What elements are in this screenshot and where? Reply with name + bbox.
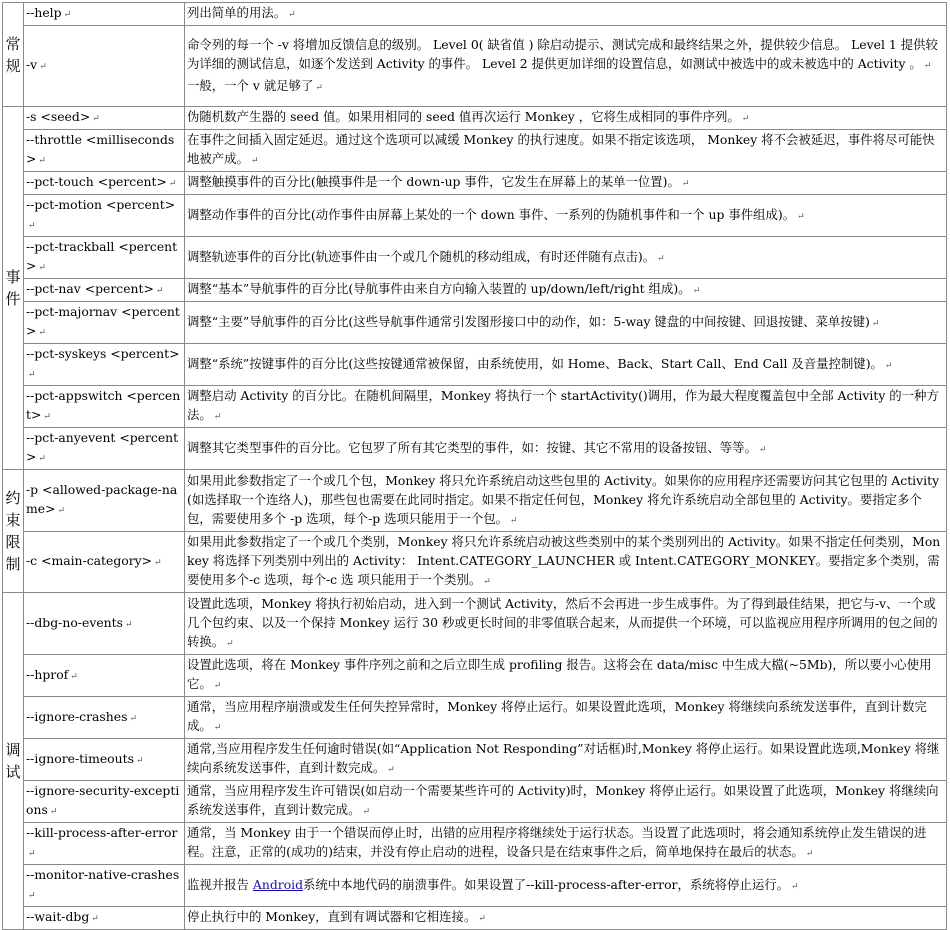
description-cell: 伪随机数产生器的 seed 值。如果用相同的 seed 值再次运行 Monkey ，它将生成相同的事件序列。 ↵ — [185, 107, 947, 130]
description-cell: 监视并报告 Android系统中本地代码的崩溃事件。如果设置了--kill-process-after-error，系统将停止运行。 ↵ — [185, 865, 947, 907]
table-row — [3, 107, 947, 130]
description-cell: 调整启动 Activity 的百分比。在随机间隔里，Monkey 将执行一个 startActivity()调用，作为最大程度覆盖包中全部 Activity 的一种方法。 ↵ — [185, 386, 947, 428]
category-cell: 常规 — [3, 3, 24, 107]
table-row — [3, 279, 947, 302]
option-cell: --dbg-no-events ↵ — [24, 593, 185, 655]
option-cell: -v ↵ — [24, 26, 185, 107]
table-row — [3, 237, 947, 279]
description-cell: 命令列的每一个 -v 将增加反馈信息的级别。 Level 0( 缺省值 ) 除启动提示、测试完成和最终结果之外，提供较少信息。 Level 1 提供较为详细的测试信息，如逐个发送到 Activity 的事件。 Level 2 提供更加详细的设置信息，如测试中被选中的或未被选中的 Activity 。 ↵ 一般，一个 v 就足够了 ↵ — [185, 26, 947, 107]
table-row — [3, 386, 947, 428]
table-row — [3, 172, 947, 195]
description-cell: 设置此选项，Monkey 将执行初始启动，进入到一个测试 Activity，然后不会再进一步生成事件。为了得到最佳结果，把它与-v、一个或几个包约束、以及一个保持 Monkey 运行 30 秒或更长时间的非零值联合起来，从而提供一个环境，可以监视应用程序所调用的包之间的转换。 ↵ — [185, 593, 947, 655]
option-cell: --wait-dbg ↵ — [24, 907, 185, 930]
category-cell: 调试 — [3, 593, 24, 930]
table-row — [3, 593, 947, 655]
option-cell: --monitor-native-crashes↵ — [24, 865, 185, 907]
table-row — [3, 130, 947, 172]
option-cell: -s <seed> ↵ — [24, 107, 185, 130]
description-cell: 设置此选项，将在 Monkey 事件序列之前和之后立即生成 profiling 报告。这将会在 data/misc 中生成大檔(~5Mb)，所以要小心使用它。 ↵ — [185, 655, 947, 697]
table-row — [3, 470, 947, 532]
option-cell: --pct-trackball <percent> ↵ — [24, 237, 185, 279]
option-cell: --ignore-security-exceptions ↵ — [24, 781, 185, 823]
option-cell: --pct-motion <percent>↵ — [24, 195, 185, 237]
description-cell: 如果用此参数指定了一个或几个类别，Monkey 将只允许系统启动被这些类别中的某个类别列出的 Activity。如果不指定任何类别，Monkey 将选择下列类别中列出的 Activity： Intent.CATEGORY_LAUNCHER 或 Intent.CATEGORY_MONKEY。要指定多个类别，需要使用多个-c 选项，每个-c 选 项只能用于一个类别。 ↵ — [185, 532, 947, 593]
description-cell: 调整其它类型事件的百分比。它包罗了所有其它类型的事件，如：按键、其它不常用的设备按钮、等等。 ↵ — [185, 428, 947, 470]
option-cell: -p <allowed-package-name> ↵ — [24, 470, 185, 532]
option-cell: -c <main-category> ↵ — [24, 532, 185, 593]
option-cell: --pct-majornav <percent> ↵ — [24, 302, 185, 344]
table-row — [3, 739, 947, 781]
option-cell: --throttle <milliseconds> ↵ — [24, 130, 185, 172]
table-row — [3, 195, 947, 237]
option-cell: --pct-touch <percent> ↵ — [24, 172, 185, 195]
description-cell: 通常，当应用程序崩溃或发生任何失控异常时，Monkey 将停止运行。如果设置此选项，Monkey 将继续向系统发送事件，直到计数完成。 ↵ — [185, 697, 947, 739]
category-cell: 约束限制 — [3, 470, 24, 593]
description-cell: 调整“基本”导航事件的百分比(导航事件由来自方向输入装置的 up/down/left/right 组成)。 ↵ — [185, 279, 947, 302]
table-row — [3, 3, 947, 26]
option-cell: --pct-appswitch <percent> ↵ — [24, 386, 185, 428]
description-cell: 通常,当应用程序发生任何逾时错误(如“Application Not Responding”对话框)时,Monkey 将停止运行。如果设置此选项,Monkey 将继续向系统发送事件，直到计数完成。 ↵ — [185, 739, 947, 781]
description-cell: 调整“主要”导航事件的百分比(这些导航事件通常引发图形接口中的动作，如：5-way 键盘的中间按键、回退按键、菜单按键) ↵ — [185, 302, 947, 344]
description-cell: 停止执行中的 Monkey，直到有调试器和它相连接。 ↵ — [185, 907, 947, 930]
table-row — [3, 26, 947, 107]
android-link[interactable]: Android — [252, 876, 304, 892]
table-row — [3, 865, 947, 907]
description-cell: 通常，当应用程序发生许可错误(如启动一个需要某些许可的 Activity)时，Monkey 将停止运行。如果设置了此选项，Monkey 将继续向系统发送事件，直到计数完成。 ↵ — [185, 781, 947, 823]
description-cell: 如果用此参数指定了一个或几个包，Monkey 将只允许系统启动这些包里的 Activity。如果你的应用程序还需要访问其它包里的 Activity(如选择取一个连络人)，那些包也需要在此同时指定。如果不指定任何包，Monkey 将允许系统启动全部包里的 Activity。要指定多个包，需要使用多个 -p 选项，每个-p 选项只能用于一个包。 ↵ — [185, 470, 947, 532]
table-row — [3, 697, 947, 739]
option-cell: --kill-process-after-error↵ — [24, 823, 185, 865]
table-row — [3, 532, 947, 593]
option-cell: --help ↵ — [24, 3, 185, 26]
description-cell: 调整“系统”按键事件的百分比(这些按键通常被保留，由系统使用，如 Home、Back、Start Call、End Call 及音量控制键)。 ↵ — [185, 344, 947, 386]
option-cell: --ignore-timeouts ↵ — [24, 739, 185, 781]
description-cell: 调整触摸事件的百分比(触摸事件是一个 down-up 事件，它发生在屏幕上的某单一位置)。 ↵ — [185, 172, 947, 195]
option-cell: --pct-anyevent <percent> ↵ — [24, 428, 185, 470]
table-row — [3, 907, 947, 930]
description-cell: 通常，当 Monkey 由于一个错误而停止时，出错的应用程序将继续处于运行状态。当设置了此选项时，将会通知系统停止发生错误的进程。注意，正常的(成功的)结束，并没有停止启动的进程，设备只是在结束事件之后，简单地保持在最后的状态。 ↵ — [185, 823, 947, 865]
table-row — [3, 823, 947, 865]
description-cell: 列出简单的用法。 ↵ — [185, 3, 947, 26]
monkey-options-document — [2, 2, 946, 930]
option-cell: --hprof ↵ — [24, 655, 185, 697]
table-row — [3, 428, 947, 470]
description-cell: 在事件之间插入固定延迟。通过这个选项可以减缓 Monkey 的执行速度。如果不指定该选项， Monkey 将不会被延迟，事件将尽可能快地被产成。 ↵ — [185, 130, 947, 172]
category-cell: 事件 — [3, 107, 24, 470]
table-row — [3, 302, 947, 344]
description-cell: 调整动作事件的百分比(动作事件由屏幕上某处的一个 down 事件、一系列的伪随机事件和一个 up 事件组成)。 ↵ — [185, 195, 947, 237]
options-table — [2, 2, 947, 930]
table-row — [3, 344, 947, 386]
table-row — [3, 655, 947, 697]
description-cell: 调整轨迹事件的百分比(轨迹事件由一个或几个随机的移动组成，有时还伴随有点击)。 ↵ — [185, 237, 947, 279]
option-cell: --pct-syskeys <percent>↵ — [24, 344, 185, 386]
option-cell: --ignore-crashes ↵ — [24, 697, 185, 739]
options-table-body — [3, 3, 947, 930]
table-row — [3, 781, 947, 823]
option-cell: --pct-nav <percent> ↵ — [24, 279, 185, 302]
